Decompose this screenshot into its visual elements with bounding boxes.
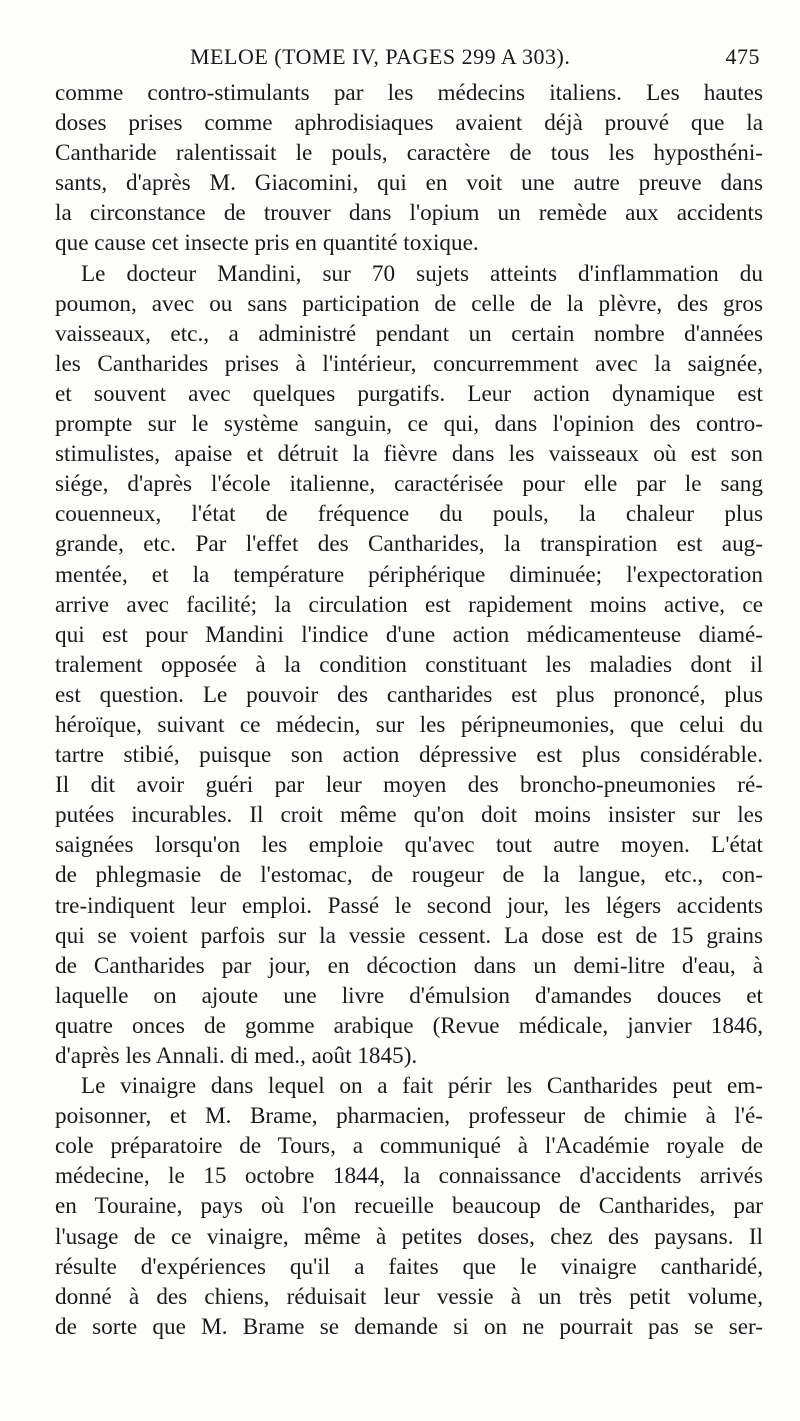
text-line: et souvent avec quelques purgatifs. Leur action dynamique est	[55, 380, 763, 407]
page-number: 475	[725, 44, 760, 69]
text-line: saignées lorsqu'on les emploie qu'avec tout autre moyen. L'état	[55, 832, 763, 859]
text-line: tre-indiquent leur emploi. Passé le second jour, les légers accidents	[55, 892, 763, 919]
text-line: grande, etc. Par l'effet des Cantharides, la transpiration est aug-	[55, 531, 763, 558]
text-line: de Cantharides par jour, en décoction dans un demi-litre d'eau, à	[55, 952, 763, 979]
text-line: putées incurables. Il croit même qu'on doit moins insister sur les	[55, 802, 763, 829]
text-line: les Cantharides prises à l'intérieur, concurremment avec la saignée,	[55, 350, 763, 377]
text-line: tralement opposée à la condition constituant les maladies dont il	[55, 651, 763, 678]
text-line: Il dit avoir guéri par leur moyen des broncho-pneumonies ré-	[55, 772, 763, 799]
text-line: Le vinaigre dans lequel on a fait périr les Cantharides peut em-	[81, 1073, 763, 1100]
text-line: doses prises comme aphrodisiaques avaient déjà prouvé que la	[55, 110, 763, 137]
text-line: médecine, le 15 octobre 1844, la connaissance d'accidents arrivés	[55, 1163, 763, 1190]
text-line: tartre stibié, puisque son action dépressive est plus considérable.	[55, 742, 763, 769]
text-line: poumon, avec ou sans participation de celle de la plèvre, des gros	[55, 290, 763, 317]
text-line: qui se voient parfois sur la vessie cessent. La dose est de 15 grains	[55, 922, 763, 949]
text-line: d'après les Annali. di med., août 1845).	[55, 1043, 418, 1069]
text-line: quatre onces de gomme arabique (Revue médicale, janvier 1846,	[55, 1012, 763, 1039]
text-line: poisonner, et M. Brame, pharmacien, professeur de chimie à l'é-	[55, 1103, 763, 1130]
text-line: la circonstance de trouver dans l'opium un remède aux accidents	[55, 200, 763, 227]
text-line: arrive avec facilité; la circulation est rapidement moins active, ce	[55, 591, 763, 618]
text-line: vaisseaux, etc., a administré pendant un certain nombre d'années	[55, 320, 763, 347]
text-line: laquelle on ajoute une livre d'émulsion d'amandes douces et	[55, 982, 763, 1009]
text-line: donné à des chiens, réduisait leur vessie à un très petit volume,	[55, 1283, 763, 1310]
text-line: Le docteur Mandini, sur 70 sujets atteints d'inflammation du	[81, 260, 763, 287]
text-line: sants, d'après M. Giacomini, qui en voit une autre preuve dans	[55, 170, 763, 197]
running-head	[55, 44, 760, 78]
running-title: MELOE (TOME IV, PAGES 299 A 303).	[190, 44, 571, 69]
text-line: de sorte que M. Brame se demande si on ne pourrait pas se ser-	[55, 1313, 763, 1340]
text-line: résulte d'expériences qu'il a faites que le vinaigre cantharidé,	[55, 1253, 763, 1280]
text-line: prompte sur le système sanguin, ce qui, dans l'opinion des contro-	[55, 411, 763, 438]
text-line: Cantharide ralentissait le pouls, caractère de tous les hyposthéni-	[55, 140, 763, 167]
text-line: de phlegmasie de l'estomac, de rougeur de la langue, etc., con-	[55, 862, 763, 889]
text-line: siége, d'après l'école italienne, caractérisée pour elle par le sang	[55, 471, 763, 498]
text-line: couenneux, l'état de fréquence du pouls, la chaleur plus	[55, 501, 763, 528]
text-line: l'usage de ce vinaigre, même à petites doses, chez des paysans. Il	[55, 1223, 763, 1250]
text-line: stimulistes, apaise et détruit la fièvre dans les vaisseaux où est son	[55, 441, 763, 468]
body-text	[55, 78, 763, 1342]
text-line: comme contro-stimulants par les médecins italiens. Les hautes	[55, 80, 763, 106]
text-line: héroïque, suivant ce médecin, sur les péripneumonies, que celui du	[55, 711, 763, 738]
text-line: est question. Le pouvoir des cantharides est plus prononcé, plus	[55, 681, 763, 708]
text-line: qui est pour Mandini l'indice d'une action médicamenteuse diamé-	[55, 621, 763, 648]
text-line: que cause cet insecte pris en quantité toxique.	[55, 230, 479, 257]
text-line: mentée, et la température périphérique diminuée; l'expectoration	[55, 561, 763, 588]
text-line: cole préparatoire de Tours, a communiqué à l'Académie royale de	[55, 1133, 763, 1160]
text-line: en Touraine, pays où l'on recueille beaucoup de Cantharides, par	[55, 1193, 763, 1220]
